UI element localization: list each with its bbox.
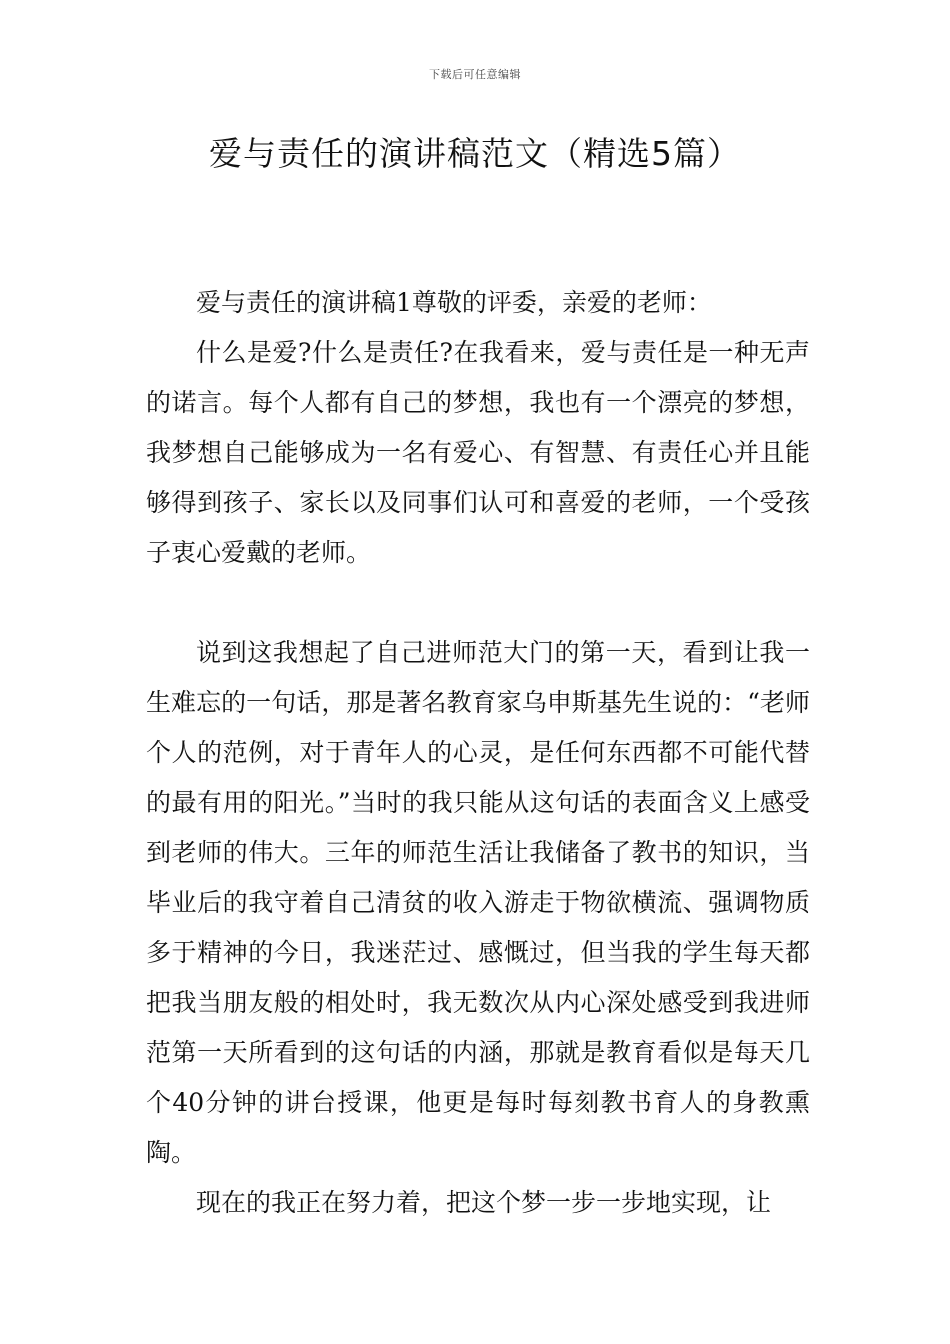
paragraph-gap [146,578,810,628]
paragraph-2: 说到这我想起了自己进师范大门的第一天，看到让我一生难忘的一句话，那是著名教育家乌申斯基先生说的：“老师个人的范例，对于青年人的心灵，是任何东西都不可能代替的最有用的阳光。”当时的我只能从这句话的表面含义上感受到老师的伟大。三年的师范生活让我储备了教书的知识，当毕业后的我守着自己清贫的收入游走于物欲横流、强调物质多于精神的今日，我迷茫过、感慨过，但当我的学生每天都把我当朋友般的相处时，我无数次从内心深处感受到我进师范第一天所看到的这句话的内涵，那就是教育看似是每天几个40分钟的讲台授课，他更是每时每刻教书育人的身教熏陶。 [146,638,810,1167]
document-body [146,278,810,1228]
paragraph-3: 现在的我正在努力着，把这个梦一步一步地实现，让 [196,1188,772,1217]
header-note: 下载后可任意编辑 [429,68,521,81]
paragraph-greeting: 爱与责任的演讲稿1尊敬的评委，亲爱的老师： [196,288,712,317]
document-title: 爱与责任的演讲稿范文（精选5篇） [209,134,741,173]
paragraph-1: 什么是爱?什么是责任?在我看来，爱与责任是一种无声的诺言。每个人都有自己的梦想，我也有一个漂亮的梦想，我梦想自己能够成为一名有爱心、有智慧、有责任心并且能够得到孩子、家长以及同事们认可和喜爱的老师，一个受孩子衷心爱戴的老师。 [146,338,810,567]
